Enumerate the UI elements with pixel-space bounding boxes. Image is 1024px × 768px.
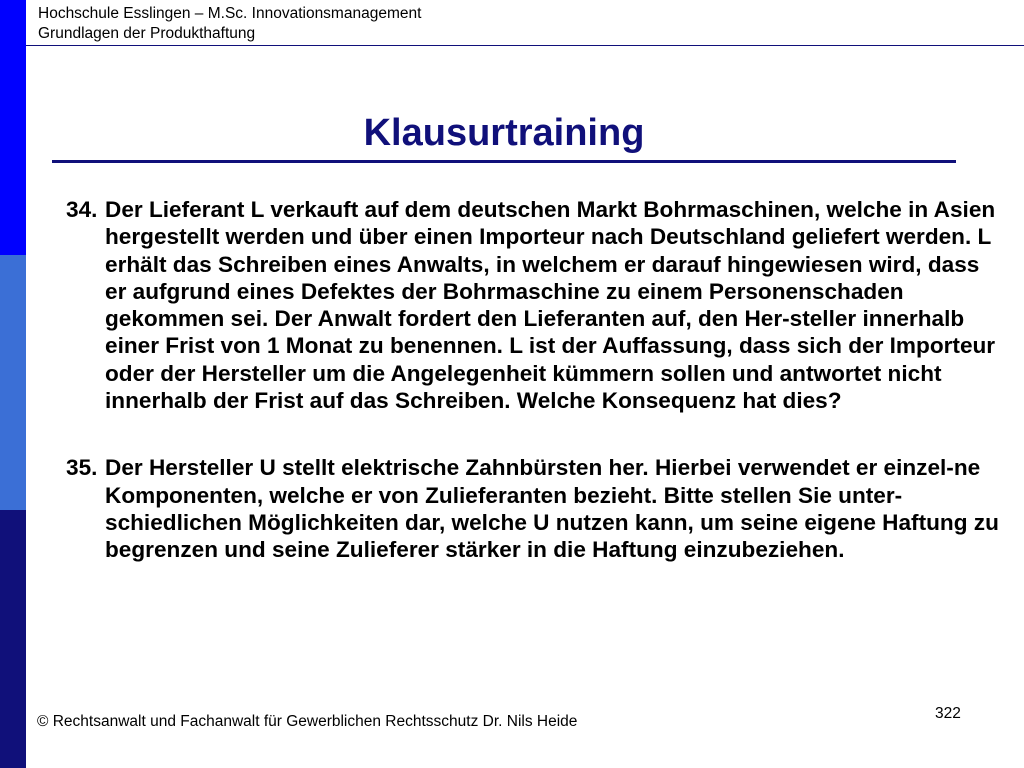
header-institution: Hochschule Esslingen – M.Sc. Innovationsmanagement <box>38 5 422 22</box>
title-underline <box>52 160 956 163</box>
question-number: 35. <box>66 455 98 481</box>
slide-title: Klausurtraining <box>363 112 645 154</box>
question-number: 34. <box>66 197 98 222</box>
question-list <box>66 196 1001 564</box>
slide-header <box>38 4 421 44</box>
header-course: Grundlagen der Produkthaftung <box>38 25 256 42</box>
question-item <box>66 454 1001 563</box>
side-bar-bottom <box>0 510 26 768</box>
slide-footer: © Rechtsanwalt und Fachanwalt für Gewerblichen Rechtsschutz Dr. Nils Heide <box>37 713 578 730</box>
question-item <box>66 196 1001 414</box>
question-text: Der Hersteller U stellt elektrische Zahnbürsten her. Hierbei verwendet er einzel-ne Komponenten, welche er von Zulieferanten bezieht. Bitte stellen Sie unter-schiedlichen Möglichkeiten dar, welche U nutzen kann, um seine eigene Haftung zu begrenzen und seine Zulieferer stärker in die Haftung einzubeziehen. <box>105 455 999 563</box>
side-bar-middle <box>0 255 26 510</box>
question-text: Der Lieferant L verkauft auf dem deutschen Markt Bohrmaschinen, welche in Asien hergestellt werden und über einen Importeur nach Deutschland geliefert werden. L erhält das Schreiben eines Anwalts, in welchem er darauf hingewiesen wird, dass er aufgrund eines Defektes der Bohrmaschine zu einem Personenschaden gekommen sei. Der Anwalt fordert den Lieferanten auf, den Her-steller innerhalb einer Frist von 1 Monat zu benennen. L ist der Auffassung, dass sich der Importeur oder der Hersteller um die Angelegenheit kümmern sollen und antwortet nicht innerhalb der Frist auf das Schreiben. Welche Konsequenz hat dies? <box>105 197 996 414</box>
side-bar-top <box>0 0 26 255</box>
header-divider <box>26 45 1024 46</box>
page-number: 322 <box>935 705 961 722</box>
